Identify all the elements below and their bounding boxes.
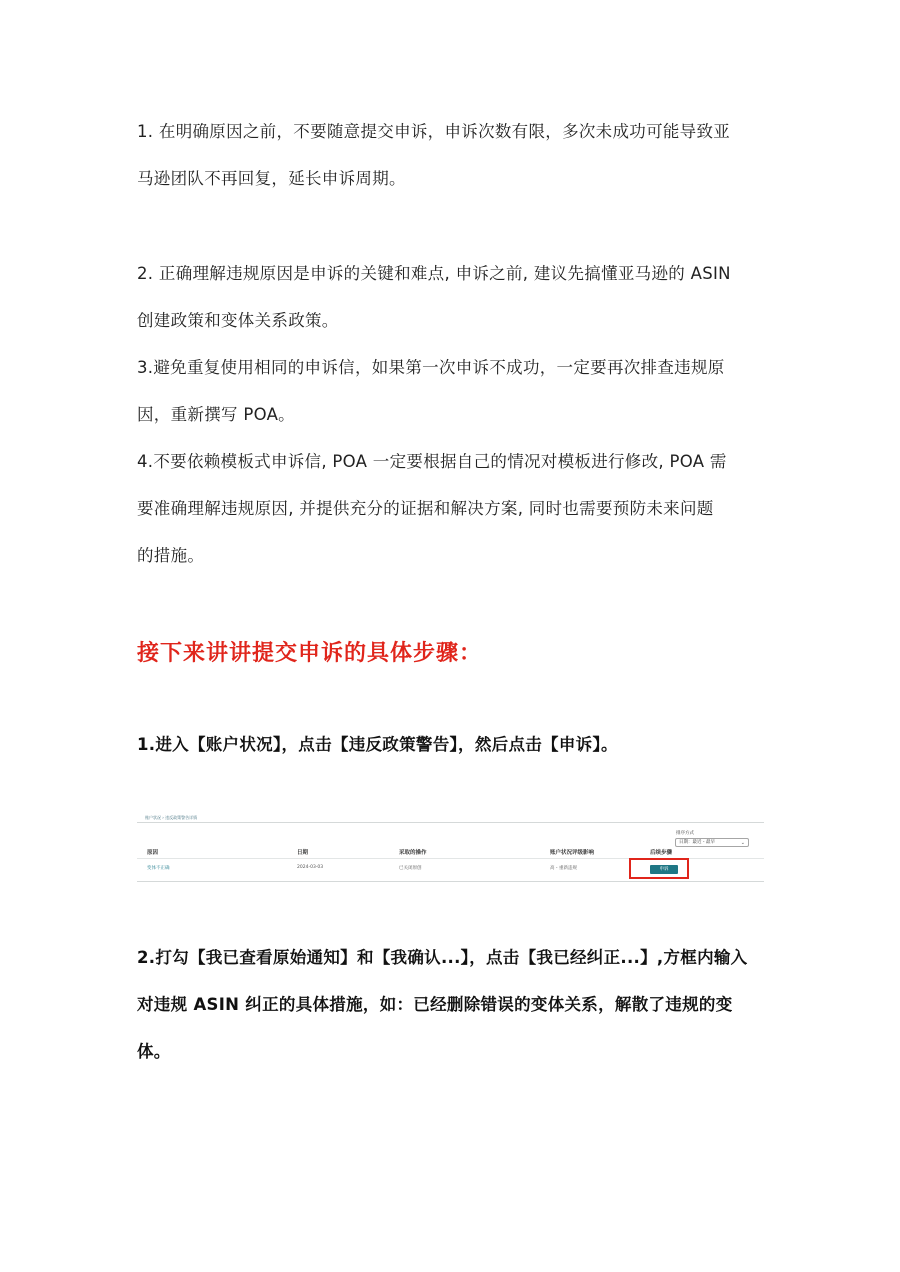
step-1-line-1: 1.进入【账户状况】，点击【违反政策警告】，然后点击【申诉】。	[137, 735, 618, 754]
tip-2	[137, 250, 767, 344]
section-heading: 接下来讲讲提交申诉的具体步骤：	[137, 641, 483, 666]
sort-select[interactable]	[675, 838, 749, 847]
col-impact: 账户状况评级影响	[550, 850, 595, 856]
divider	[137, 881, 764, 882]
sort-value: 日期：最近 - 最早	[679, 840, 715, 845]
tip-1-line-1: 1. 在明确原因之前，不要随意提交申诉，申诉次数有限，多次未成功可能导致亚	[137, 122, 731, 141]
appeal-button[interactable]: 申诉	[650, 865, 678, 874]
tip-4-line-1: 4.不要依赖模板式申诉信, POA 一定要根据自己的情况对模板进行修改, POA 需	[137, 452, 727, 471]
divider	[137, 822, 764, 823]
col-action: 采取的操作	[399, 850, 427, 856]
step-2-line-3: 体。	[137, 1042, 171, 1061]
sort-label: 排序方式	[676, 831, 694, 836]
row-impact: 高 - 重新违规	[550, 866, 577, 871]
tip-1	[137, 108, 767, 202]
breadcrumb[interactable]: 账户状况 › 违反政策警告详情	[145, 815, 198, 820]
highlight-box	[629, 858, 689, 879]
step-2-line-1: 2.打勾【我已查看原始通知】和【我确认...】，点击【我已经纠正...】,方框内输入	[137, 948, 748, 967]
tip-4-line-3: 的措施。	[137, 546, 205, 565]
account-health-screenshot	[137, 814, 764, 882]
step-2-line-2: 对违规 ASIN 纠正的具体措施，如：已经删除错误的变体关系，解散了违规的变	[137, 995, 733, 1014]
row-reason[interactable]: 变体不正确	[147, 866, 170, 871]
col-date: 日期	[297, 850, 309, 856]
tip-3-line-1: 3.避免重复使用相同的申诉信，如果第一次申诉不成功，一定要再次排查违规原	[137, 358, 725, 377]
tip-2-line-2: 创建政策和变体关系政策。	[137, 311, 339, 330]
tip-1-line-2: 马逊团队不再回复，延长申诉周期。	[137, 169, 406, 188]
tip-3-line-2: 因，重新撰写 POA。	[137, 405, 295, 424]
tip-4-line-2: 要准确理解违规原因, 并提供充分的证据和解决方案, 同时也需要预防未来问题	[137, 499, 714, 518]
row-date: 2024-03-03	[297, 865, 324, 870]
tip-3	[137, 344, 767, 438]
row-action: 已关闭原创	[399, 866, 422, 871]
col-reason: 原因	[147, 850, 159, 856]
tip-4	[137, 438, 767, 579]
step-1	[137, 721, 767, 768]
chevron-down-icon: ⌄	[740, 840, 745, 846]
step-2	[137, 934, 767, 1075]
col-next-steps: 后续步骤	[650, 850, 673, 856]
tip-2-line-1: 2. 正确理解违规原因是申诉的关键和难点, 申诉之前, 建议先搞懂亚马逊的 ASIN	[137, 264, 731, 283]
